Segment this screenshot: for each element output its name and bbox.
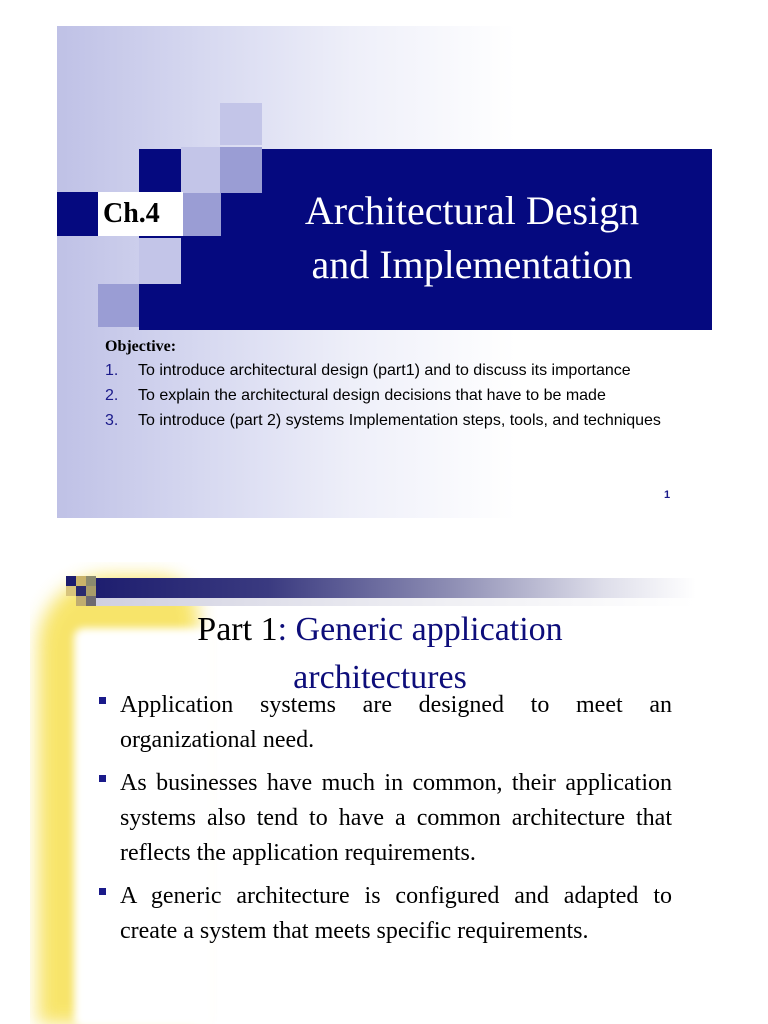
decor-square	[220, 149, 262, 193]
slide-2	[30, 562, 730, 1024]
page-number: 1	[664, 489, 671, 501]
header-bar	[84, 578, 696, 598]
list-item	[96, 766, 672, 871]
decor-square	[220, 103, 262, 145]
list-number: 3.	[105, 412, 119, 429]
decor-pixel	[66, 576, 76, 586]
decor-square	[98, 284, 139, 327]
decor-pixel	[66, 586, 76, 596]
bullet-square-icon	[96, 879, 120, 949]
title-part: Part 1	[197, 611, 278, 648]
slide-1	[57, 26, 712, 518]
list-item	[105, 385, 685, 406]
list-text: To explain the architectural design decisions that have to be made	[138, 387, 606, 404]
bullet-text: A generic architecture is configured and adapted to create a system that meets specific requirements.	[120, 883, 672, 944]
title-line	[130, 606, 630, 654]
list-text: To introduce architectural design (part1) and to discuss its importance	[138, 362, 631, 379]
bullet-text: Application systems are designed to meet an organizational need.	[120, 692, 672, 753]
decor-pixel	[86, 586, 96, 596]
decor-square	[181, 193, 221, 236]
slide-title	[277, 184, 667, 292]
list-text: To introduce (part 2) systems Implementation steps, tools, and techniques	[138, 412, 661, 429]
decor-square	[139, 238, 181, 284]
list-item	[96, 688, 672, 758]
list-number: 2.	[105, 387, 119, 404]
bullet-list	[96, 688, 672, 957]
bullet-text: As businesses have much in common, their application systems also tend to have a common architecture that reflects the application requirements.	[120, 770, 672, 866]
list-item	[105, 410, 685, 431]
objective-label: Objective:	[105, 338, 177, 355]
decor-pixel	[76, 596, 86, 606]
decor-pixel	[86, 576, 96, 586]
decor-square	[57, 192, 98, 236]
list-number: 1.	[105, 362, 119, 379]
chapter-label: Ch.4	[103, 198, 160, 229]
list-item	[105, 360, 685, 381]
decor-square	[181, 149, 221, 193]
title-rest: : Generic application	[277, 611, 563, 648]
header-bar-shadow	[84, 598, 696, 606]
title-line: Architectural Design	[304, 188, 640, 233]
decor-pixel	[86, 596, 96, 606]
bullet-square-icon	[96, 688, 120, 758]
decor-pixel	[76, 576, 86, 586]
objective-list	[105, 360, 685, 435]
title-line: and Implementation	[311, 242, 633, 287]
decor-pixel	[76, 586, 86, 596]
list-item	[96, 879, 672, 949]
title-line: architectures	[293, 659, 467, 696]
bullet-square-icon	[96, 766, 120, 871]
